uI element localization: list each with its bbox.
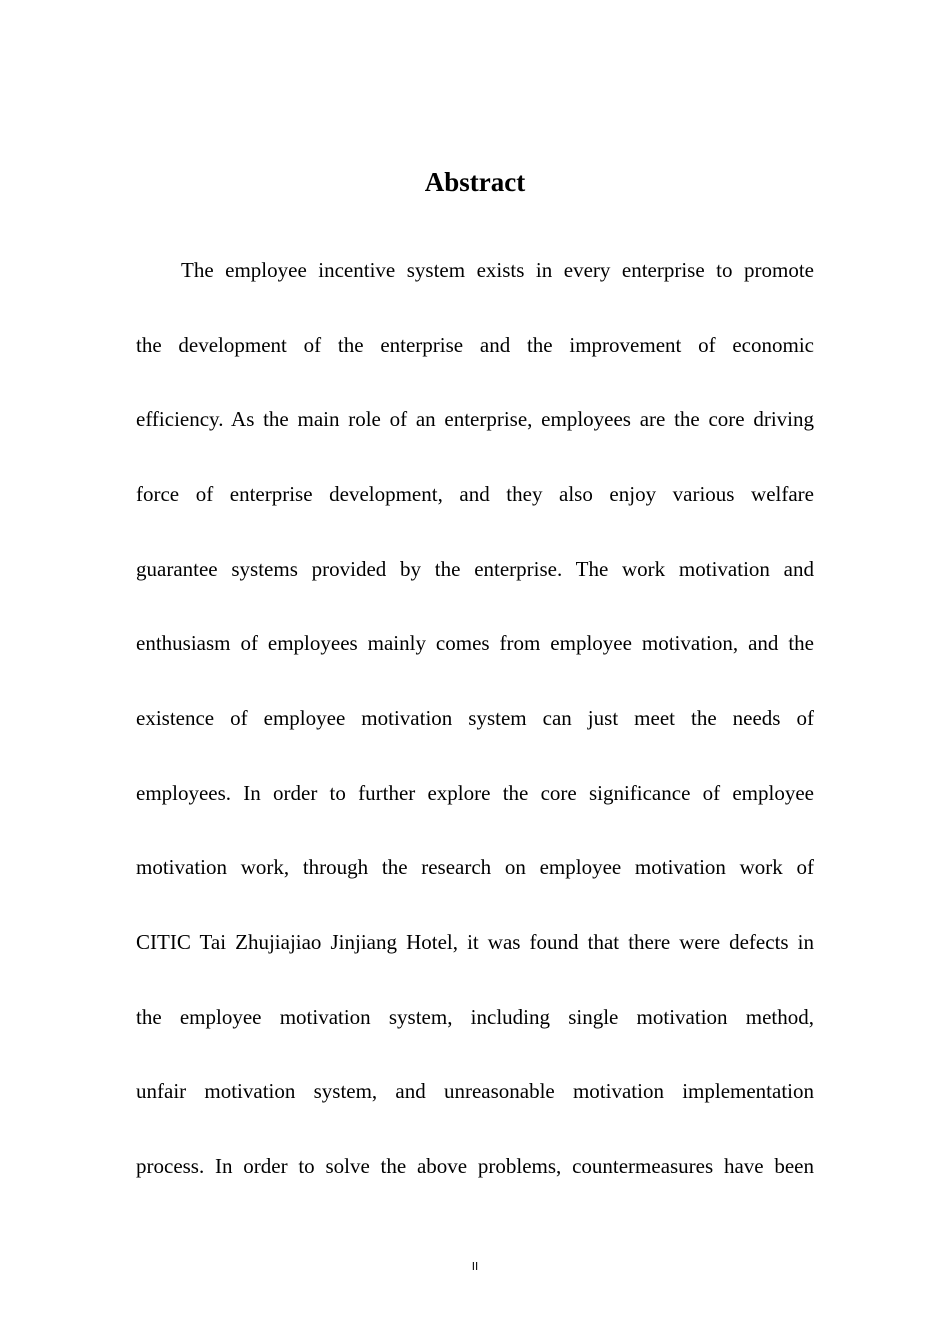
abstract-line: unfair motivation system, and unreasonable motivation implementation [136, 1079, 814, 1103]
abstract-line: efficiency. As the main role of an enterprise, employees are the core driving [136, 407, 814, 431]
abstract-line: guarantee systems provided by the enterprise. The work motivation and [136, 557, 814, 581]
abstract-line: CITIC Tai Zhujiajiao Jinjiang Hotel, it was found that there were defects in [136, 930, 814, 954]
abstract-line: employees. In order to further explore the core significance of employee [136, 781, 814, 805]
page-number: II [471, 1260, 479, 1273]
abstract-line: the employee motivation system, including single motivation method, [136, 1005, 814, 1029]
abstract-line: process. In order to solve the above problems, countermeasures have been [136, 1154, 814, 1178]
abstract-line: enthusiasm of employees mainly comes from employee motivation, and the [136, 631, 814, 655]
abstract-line: force of enterprise development, and they also enjoy various welfare [136, 482, 814, 506]
abstract-line: The employee incentive system exists in every enterprise to promote [181, 258, 814, 282]
abstract-line: the development of the enterprise and the improvement of economic [136, 333, 814, 357]
abstract-line: existence of employee motivation system can just meet the needs of [136, 706, 814, 730]
page-title: Abstract [424, 167, 526, 197]
abstract-line: motivation work, through the research on employee motivation work of [136, 855, 814, 879]
